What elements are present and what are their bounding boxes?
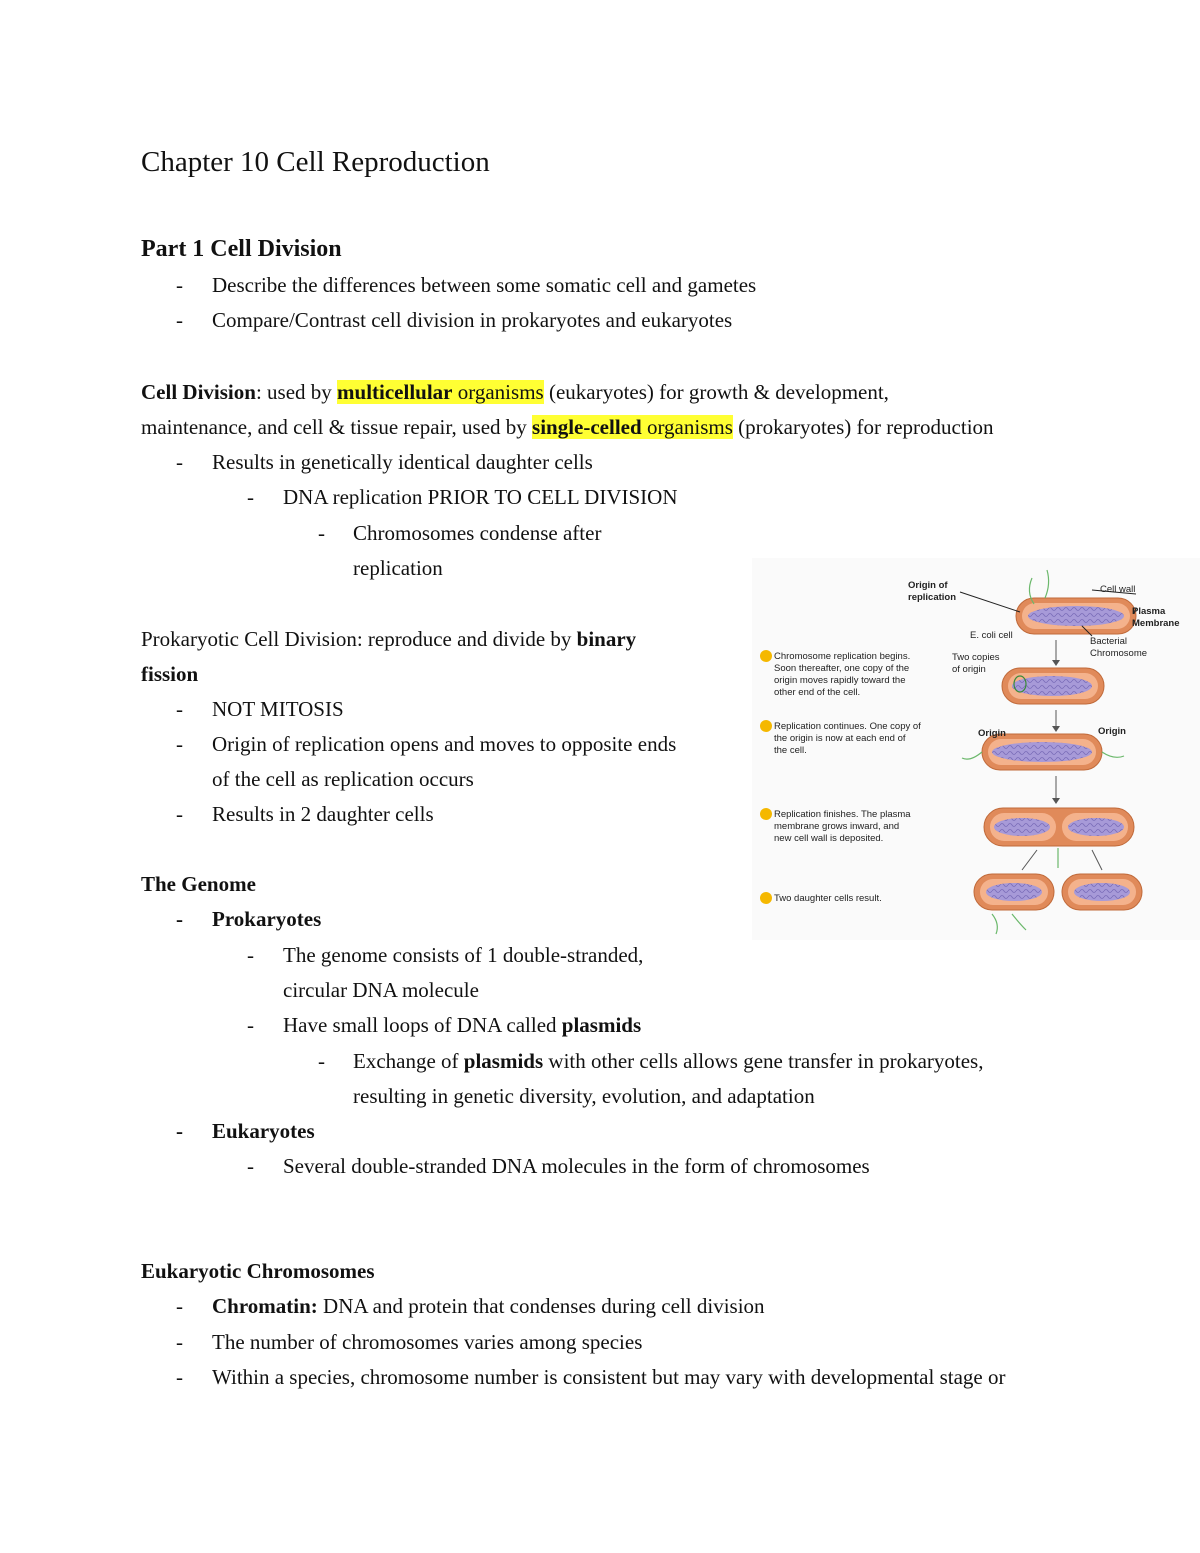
genome-p1a: The genome consists of 1 double-stranded, xyxy=(283,943,644,967)
text: (prokaryotes) for reproduction xyxy=(732,415,994,439)
genome-heading: The Genome xyxy=(141,872,256,896)
text: maintenance, and cell & tissue repair, used by xyxy=(141,415,533,439)
step-2-text: Replication continues. One copy of the origin is now at each end of the cell. xyxy=(774,721,921,756)
label-e-coli: E. coli cell xyxy=(970,630,1013,641)
bold-plasmids: plasmids xyxy=(463,1049,544,1073)
cell-stage-2 xyxy=(1002,668,1104,704)
label-two-copies: Two copies of origin xyxy=(952,652,1000,675)
dash: - xyxy=(247,1154,254,1178)
dash: - xyxy=(247,1013,254,1037)
prok-line1 xyxy=(141,622,636,657)
text: DNA and protein that condenses during cell division xyxy=(317,1294,765,1318)
text: organisms xyxy=(641,415,733,439)
label-cell-wall: Cell wall xyxy=(1100,584,1136,595)
dash: - xyxy=(176,308,183,332)
cell-stage-1 xyxy=(1016,570,1136,634)
dash: - xyxy=(176,1294,183,1318)
genome-p2 xyxy=(283,1008,641,1043)
dash: - xyxy=(176,732,183,756)
step-4-icon xyxy=(760,892,772,904)
dash: - xyxy=(318,521,325,545)
dash: - xyxy=(176,907,183,931)
genome-prokaryotes: Prokaryotes xyxy=(212,907,322,931)
dash: - xyxy=(176,802,183,826)
bold-plasmids: plasmids xyxy=(561,1013,642,1037)
genome-p3b: resulting in genetic diversity, evolution, and adaptation xyxy=(353,1084,815,1108)
part1-bullet-2: Compare/Contrast cell division in prokaryotes and eukaryotes xyxy=(212,308,733,332)
dash: - xyxy=(176,450,183,474)
step-1-icon xyxy=(760,650,772,662)
text: : used by xyxy=(255,380,338,404)
step-1-text: Chromosome replication begins. Soon thereafter, one copy of the origin moves rapidly toward the other end of the cell. xyxy=(774,651,911,698)
prok-bullet-2a: Origin of replication opens and moves to opposite ends xyxy=(212,732,677,756)
step-3-icon xyxy=(760,808,772,820)
dash: - xyxy=(176,1119,183,1143)
highlight-single-celled: single-celled xyxy=(532,415,642,439)
euk-chrom-c3: Within a species, chromosome number is consistent but may vary with developmental stage or xyxy=(212,1365,1006,1389)
dash: - xyxy=(176,1365,183,1389)
cd-bullet-3b: replication xyxy=(353,556,443,580)
prok-fission: fission xyxy=(141,662,199,686)
genome-eukaryotes: Eukaryotes xyxy=(212,1119,315,1143)
dash: - xyxy=(176,1330,183,1354)
step-4-text: Two daughter cells result. xyxy=(774,893,882,904)
bold-chromatin: Chromatin: xyxy=(212,1294,318,1318)
cd-bullet-2: DNA replication PRIOR TO CELL DIVISION xyxy=(283,485,678,509)
cd-bullet-1: Results in genetically identical daughter cells xyxy=(212,450,593,474)
label-bacterial-chromosome: Bacterial Chromosome xyxy=(1090,636,1148,659)
step-3-text: Replication finishes. The plasma membrane grows inward, and new cell wall is deposited. xyxy=(774,809,911,844)
bold-binary: binary xyxy=(576,627,637,651)
cd-bullet-3a: Chromosomes condense after xyxy=(353,521,602,545)
cell-division-line2 xyxy=(141,410,994,445)
text: Prokaryotic Cell Division: reproduce and divide by xyxy=(141,627,577,651)
label-plasma-membrane: Plasma Membrane xyxy=(1132,606,1180,629)
text: with other cells allows gene transfer in prokaryotes, xyxy=(543,1049,984,1073)
text: Have small loops of DNA called xyxy=(283,1013,562,1037)
euk-chrom-c2: The number of chromosomes varies among species xyxy=(212,1330,643,1354)
euk-chrom-c1 xyxy=(212,1289,765,1324)
label-origin-right: Origin xyxy=(1098,726,1126,737)
text: Exchange of xyxy=(353,1049,464,1073)
part1-heading: Part 1 Cell Division xyxy=(141,236,342,262)
label-origin-of-replication: Origin of replication xyxy=(908,580,957,603)
page-title: Chapter 10 Cell Reproduction xyxy=(141,146,490,178)
genome-e1: Several double-stranded DNA molecules in the form of chromosomes xyxy=(283,1154,870,1178)
daughter-cells xyxy=(974,874,1142,934)
dash: - xyxy=(247,485,254,509)
binary-fission-diagram xyxy=(752,558,1200,940)
dash: - xyxy=(318,1049,325,1073)
cell-division-line1 xyxy=(141,375,889,410)
cell-division-term: Cell Division xyxy=(141,380,256,404)
text: (eukaryotes) for growth & development, xyxy=(543,380,889,404)
step-2-icon xyxy=(760,720,772,732)
text: organisms xyxy=(452,380,544,404)
dash: - xyxy=(176,273,183,297)
dash: - xyxy=(176,697,183,721)
genome-p3 xyxy=(353,1044,983,1079)
prok-bullet-1: NOT MITOSIS xyxy=(212,697,344,721)
dash: - xyxy=(247,943,254,967)
prok-bullet-2b: of the cell as replication occurs xyxy=(212,767,474,791)
cell-stage-4 xyxy=(984,808,1134,846)
prok-bullet-3: Results in 2 daughter cells xyxy=(212,802,434,826)
euk-chrom-heading: Eukaryotic Chromosomes xyxy=(141,1259,375,1283)
part1-bullet-1: Describe the differences between some somatic cell and gametes xyxy=(212,273,757,297)
genome-p1b: circular DNA molecule xyxy=(283,978,479,1002)
highlight-multicellular: multicellular xyxy=(337,380,453,404)
label-origin-left: Origin xyxy=(978,728,1006,739)
